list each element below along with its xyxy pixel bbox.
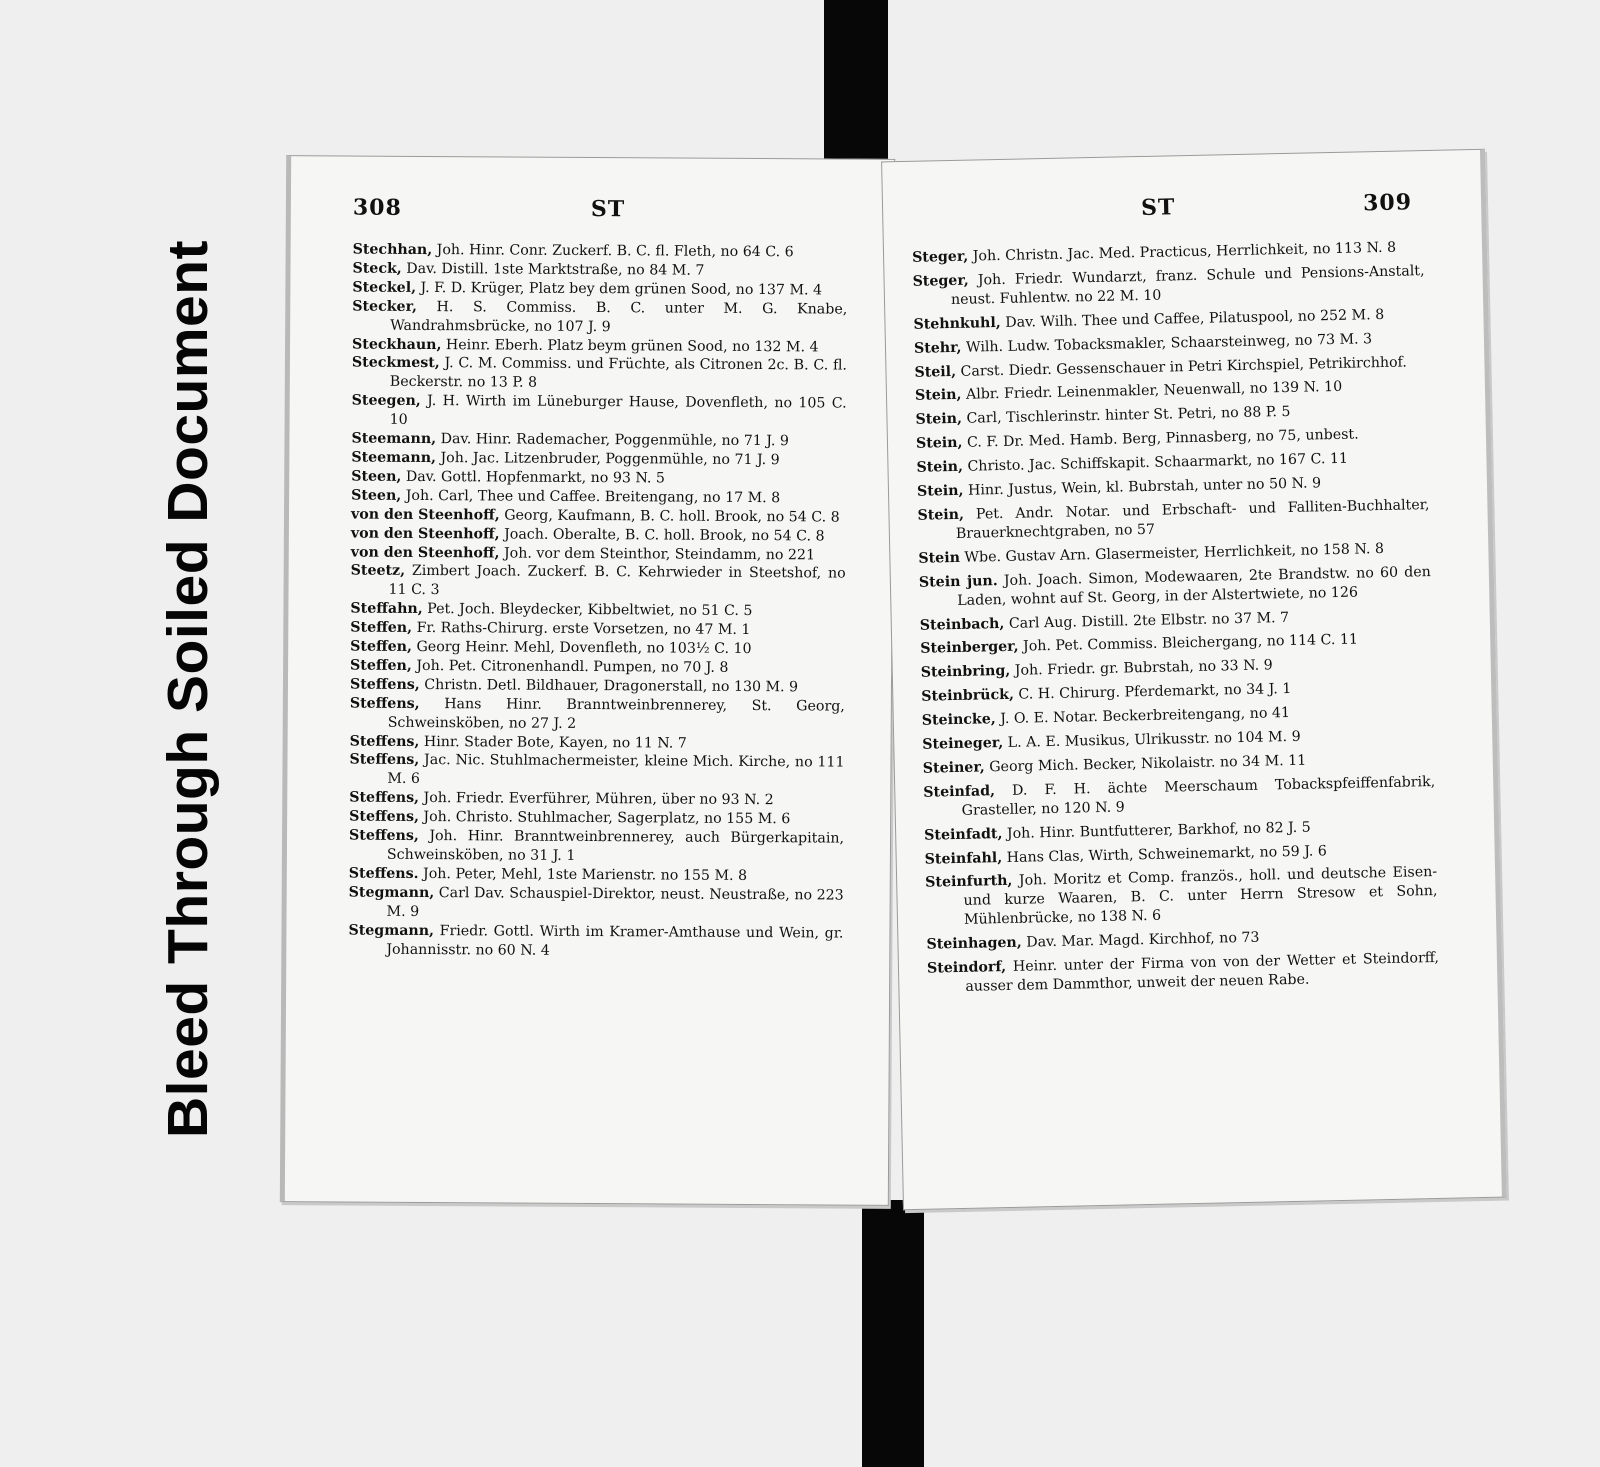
entry-details: Heinr. Eberh. Platz beym grünen Sood, no 132 M. 4	[445, 336, 819, 355]
page-header	[291, 194, 894, 234]
entry-name: Steinfahl,	[924, 849, 1003, 868]
entry-details: Carl Aug. Distill. 2te Elbstr. no 37 M. 7	[1008, 609, 1290, 632]
entry-details: Joh. Pet. Commiss. Bleichergang, no 114 C. 11	[1022, 631, 1359, 655]
entry-details: Joh. Christn. Jac. Med. Practicus, Herrlichkeit, no 113 N. 8	[972, 239, 1397, 265]
entry-name: Steck,	[352, 260, 402, 277]
directory-entry	[927, 949, 1440, 998]
directory-entry	[350, 562, 845, 603]
entry-details: Friedr. Gottl. Wirth im Kramer-Amthause und Wein, gr. Johannisstr. no 60 N. 4	[386, 922, 844, 959]
entry-name: Stein,	[917, 506, 965, 524]
directory-entry	[917, 496, 1430, 545]
entry-details: Joh. Hinr. Conr. Zuckerf. B. C. fl. Fleth, no 64 C. 6	[436, 242, 794, 261]
entry-details: Joh. Christo. Stuhlmacher, Sagerplatz, no 155 M. 6	[423, 809, 791, 828]
entry-name: Steffens,	[348, 827, 419, 845]
entry-details: Georg Heinr. Mehl, Dovenfleth, no 103½ C. 10	[416, 638, 752, 658]
directory-entry	[349, 751, 844, 792]
entry-details: J. C. M. Commiss. und Früchte, als Citronen 2c. B. C. fl. Beckerstr. no 13 P. 8	[389, 355, 847, 392]
entry-details: Dav. Mar. Magd. Kirchhof, no 73	[1026, 929, 1260, 951]
entry-name: Steemann,	[351, 430, 437, 448]
entry-details: Albr. Friedr. Leinenmakler, Neuenwall, no 139 N. 10	[965, 379, 1343, 404]
entry-name: Stein,	[915, 435, 963, 453]
entry-details: Dav. Wilh. Thee und Caffee, Pilatuspool, no 252 M. 8	[1005, 306, 1385, 331]
directory-entry	[351, 524, 846, 546]
entry-name: Steffens,	[349, 733, 420, 750]
entry-details: Pet. Andr. Notar. und Erbschaft- und Falliten-Buchhalter, Brauerknechtgraben, no 57	[955, 497, 1430, 542]
entry-details: Pet. Joch. Bleydecker, Kibbeltwiet, no 51 C. 5	[427, 601, 753, 620]
entry-name: Steffen,	[350, 619, 413, 637]
entry-details: Wbe. Gustav Arn. Glasermeister, Herrlichkeit, no 158 N. 8	[964, 540, 1385, 566]
entry-name: Steger,	[911, 248, 969, 266]
entry-name: von den Steenhoff,	[350, 544, 500, 561]
entry-name: von den Steenhoff,	[350, 506, 500, 524]
entry-name: Stegmann,	[348, 884, 435, 901]
entry-name: Steen,	[351, 468, 402, 485]
entry-name: Stein,	[916, 458, 964, 476]
entry-details: Heinr. unter der Firma von von der Wetter et Steindorff, ausser dem Dammthor, unweit der neuen Rabe.	[965, 950, 1440, 995]
directory-entry	[925, 863, 1438, 930]
entry-details: Joh. Peter, Mehl, 1ste Marienstr. no 155 M. 8	[423, 865, 748, 884]
directory-entry	[349, 827, 844, 868]
entry-name: Steil,	[914, 363, 957, 381]
entry-details: Dav. Gottl. Hopfenmarkt, no 93 N. 5	[405, 468, 666, 487]
entry-details: Zimbert Joach. Zuckerf. B. C. Kehrwieder in Steetshof, no 11 C. 3	[388, 563, 846, 599]
entry-name: Steffens,	[349, 808, 419, 826]
entry-details: Joh. Carl, Thee und Caffee. Breitengang, no 17 M. 8	[405, 487, 781, 506]
entry-details: Joh. Hinr. Branntweinbrennerey, auch Bürgerkapitain, Schweinsköben, no 31 J. 1	[386, 828, 845, 864]
entry-details: Hans Hinr. Branntweinbrennerey, St. Georg, Schweinsköben, no 27 J. 2	[387, 695, 845, 732]
entry-name: Steinhagen,	[926, 934, 1022, 953]
page-header	[883, 188, 1482, 237]
directory-entry	[919, 563, 1432, 612]
entry-name: Steckmest,	[351, 354, 440, 372]
entry-name: Steinbrück,	[921, 686, 1015, 705]
entry-details: Hans Clas, Wirth, Schweinemarkt, no 59 J. 6	[1006, 842, 1328, 866]
entry-name: Steen,	[351, 487, 402, 504]
entry-name: Steffen,	[350, 657, 412, 674]
directory-entry	[352, 354, 847, 395]
entry-name: Steinbring,	[920, 663, 1011, 682]
entry-details: Joh. Jac. Litzenbruder, Poggenmühle, no 71 J. 9	[440, 450, 780, 469]
entry-details: Joh. vor dem Steinthor, Steindamm, no 221	[503, 544, 816, 563]
entry-name: von den Steenhoff,	[350, 525, 500, 543]
entry-name: Steger,	[912, 272, 969, 290]
entry-name: Steincke,	[921, 711, 996, 729]
directory-entry	[352, 392, 847, 433]
entry-name: Steckhaun,	[352, 336, 442, 353]
entry-name: Steinberger,	[920, 639, 1019, 658]
entry-name: Stegmann,	[348, 922, 435, 939]
entry-details: Christo. Jac. Schiffskapit. Schaarmarkt, no 167 C. 11	[967, 450, 1349, 475]
binding-band-bottom	[862, 1200, 924, 1467]
directory-entry	[350, 694, 845, 735]
directory-entry	[351, 486, 846, 508]
entry-name: Steemann,	[351, 449, 437, 467]
left-page	[280, 155, 895, 1206]
entry-name: Steineger,	[922, 735, 1004, 753]
entry-details: H. S. Commiss. B. C. unter M. G. Knabe, Wandrahmsbrücke, no 107 J. 9	[390, 298, 848, 335]
entry-details: J. H. Wirth im Lüneburger Hause, Dovenfleth, no 105 C. 10	[389, 393, 847, 429]
directory-entry	[351, 505, 846, 527]
entry-name: Steiner,	[922, 759, 985, 777]
entry-name: Steinfad,	[923, 783, 996, 801]
entry-details: Joh. Hinr. Buntfutterer, Barkhof, no 82 J. 5	[1006, 819, 1311, 842]
entry-details: Dav. Hinr. Rademacher, Poggenmühle, no 71 J. 9	[440, 431, 789, 450]
entry-name: Stehr,	[913, 339, 962, 357]
entry-name: Stecker,	[352, 298, 418, 315]
directory-entry	[352, 297, 847, 338]
entry-name: Steffens,	[349, 676, 420, 693]
entry-name: Stechhan,	[352, 241, 433, 259]
entry-details: C. F. Dr. Med. Hamb. Berg, Pinnasberg, no 75, unbest.	[966, 426, 1359, 451]
entry-name: Stein jun.	[918, 572, 998, 591]
entry-name: Stein,	[915, 411, 963, 429]
entry-name: Stein,	[916, 482, 964, 500]
entry-details: Fr. Raths-Chirurg. erste Vorsetzen, no 47 M. 1	[416, 620, 751, 639]
running-head: ST	[1140, 194, 1176, 222]
binding-band-top	[824, 0, 888, 170]
entry-details: Joh. Joach. Simon, Modewaaren, 2te Brandstw. no 60 den Laden, wohnt auf St. Georg, in der Alstertwiete, no 126	[957, 563, 1431, 609]
entry-details: Joh. Friedr. gr. Bubrstah, no 33 N. 9	[1014, 657, 1273, 680]
entry-details: Georg, Kaufmann, B. C. holl. Brook, no 54 C. 8	[504, 507, 840, 526]
entry-name: Steffahn,	[350, 600, 423, 618]
entry-details: Carst. Diedr. Gessenschauer in Petri Kirchspiel, Petrikirchhof.	[960, 354, 1407, 380]
entry-details: Joach. Oberalte, B. C. holl. Brook, no 54 C. 8	[504, 526, 825, 545]
entry-name: Steinbach,	[919, 615, 1005, 634]
entry-name: Stein,	[914, 387, 962, 405]
directory-entry	[348, 921, 843, 962]
entry-details: Joh. Friedr. Wundarzt, franz. Schule und Pensions-Anstalt, neust. Fuhlentw. no 22 M. 10	[950, 262, 1425, 308]
entry-details: Carl, Tischlerinstr. hinter St. Petri, no 88 P. 5	[966, 404, 1291, 428]
directory-entry	[923, 773, 1436, 822]
entry-details: Georg Mich. Becker, Nikolaistr. no 34 M. 11	[989, 752, 1307, 776]
entry-name: Stehnkuhl,	[913, 314, 1001, 333]
entry-name: Stein	[918, 549, 961, 567]
directory-entry	[349, 883, 844, 924]
entry-details: Joh. Pet. Citronenhandl. Pumpen, no 70 J. 8	[416, 657, 729, 676]
entry-name: Steckel,	[352, 279, 417, 296]
entry-details: Joh. Friedr. Everführer, Mühren, über no 93 N. 2	[423, 790, 774, 809]
running-head: ST	[590, 196, 626, 223]
directory-entry	[912, 262, 1425, 311]
entry-name: Steffens,	[349, 752, 420, 769]
entry-name: Steffens,	[349, 695, 420, 712]
entry-name: Steffen,	[350, 638, 413, 655]
entry-name: Steetz,	[350, 562, 406, 580]
entry-details: Christn. Detl. Bildhauer, Dragonerstall, no 130 M. 9	[424, 676, 799, 696]
entry-name: Steinfurth,	[925, 873, 1013, 892]
entry-details: Wilh. Ludw. Tobacksmakler, Schaarsteinweg, no 73 M. 3	[965, 330, 1373, 356]
entry-name: Steinfadt,	[924, 825, 1003, 844]
entry-details: Hinr. Justus, Wein, kl. Bubrstah, unter no 50 N. 9	[967, 475, 1322, 499]
entry-name: Steegen,	[351, 392, 421, 410]
page-number: 308	[352, 194, 402, 221]
entry-name: Steffens,	[349, 789, 420, 807]
entry-details: Dav. Distill. 1ste Marktstraße, no 84 M. 7	[406, 260, 705, 279]
entry-name: Steindorf,	[926, 959, 1007, 977]
entry-details: Jac. Nic. Stuhlmachermeister, kleine Mich. Kirche, no 111 M. 6	[387, 752, 845, 788]
right-page	[881, 149, 1507, 1210]
entry-details: L. A. E. Musikus, Ulrikusstr. no 104 M. 9	[1007, 728, 1301, 751]
directory-entries	[348, 241, 847, 962]
page-number: 309	[1362, 189, 1413, 217]
entry-details: Hinr. Stader Bote, Kayen, no 11 N. 7	[423, 733, 687, 752]
directory-entries	[912, 238, 1440, 1002]
entry-details: J. O. E. Notar. Beckerbreitengang, no 41	[1000, 705, 1291, 728]
entry-details: Carl Dav. Schauspiel-Direktor, neust. Neustraße, no 223 M. 9	[386, 884, 844, 920]
entry-name: Steffens.	[348, 865, 419, 882]
entry-details: D. F. H. ächte Meerschaum Tobackspfeiffenfabrik, Grasteller, no 120 N. 9	[961, 773, 1436, 819]
entry-details: C. H. Chirurg. Pferdemarkt, no 34 J. 1	[1018, 681, 1292, 703]
entry-details: Joh. Moritz et Comp. französ., holl. und deutsche Eisen- und kurze Waaren, B. C. unter Herrn Stresow et Sohn, Mühlenbrücke, no 138 N. 6	[963, 864, 1438, 929]
entry-details: J. F. D. Krüger, Platz bey dem grünen Sood, no 137 M. 4	[420, 279, 823, 299]
side-label: Bleed Through Soiled Document	[156, 239, 220, 1138]
